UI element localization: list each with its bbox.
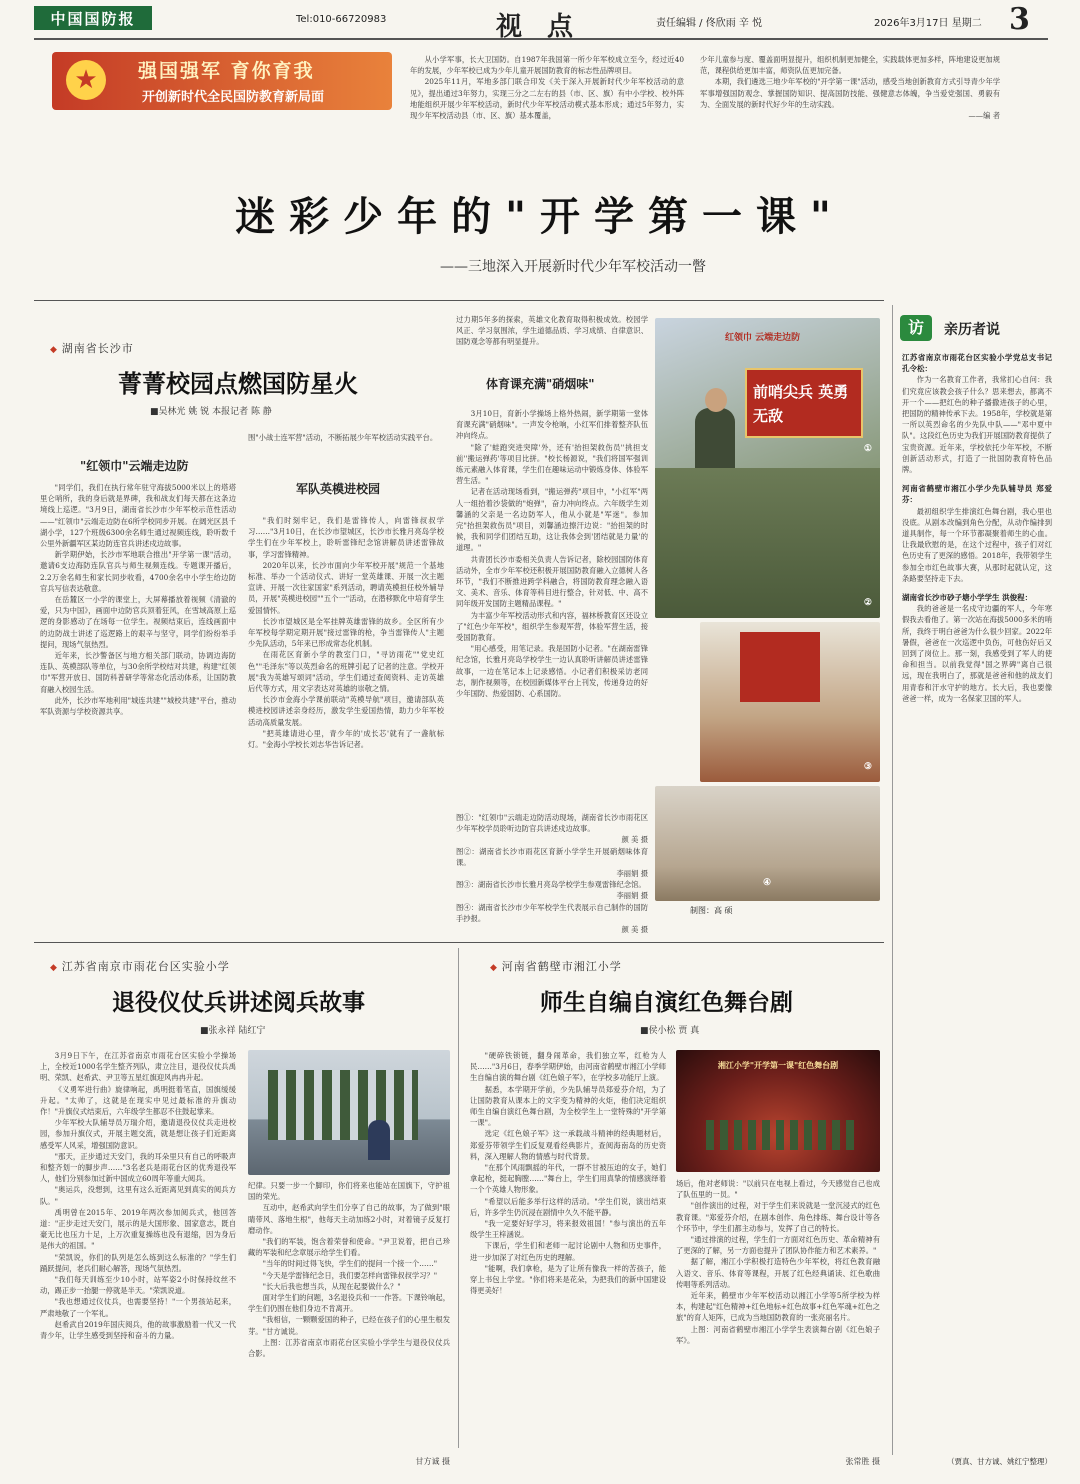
- article-paragraph: 记者在活动现场看到，"搬运弹药"项目中，"小红军"两人一组抬着沙袋做的"炮弹"，奋力冲向终点。六年级学生刘馨涵的父亲是一名边防军人，他从小就是"军迷"。参加完"抬担架救伤员"项目，刘馨涵边擦汗边说："抬担架的时候，我和同学们团结互助，这让我体会到'团结就是力量'的道理。": [456, 487, 648, 553]
- masthead: [34, 2, 1048, 42]
- article-paragraph: 上图：河南省鹤壁市湘江小学学生表演舞台剧《红色娘子军》。: [676, 1324, 880, 1345]
- newspaper-logo: 中国国防报: [34, 6, 152, 30]
- article-paragraph: 少年军校大队辅导员万瑞介绍，邀请退役仪仗兵走进校园，参加升旗仪式，开展主题交流，就是想让孩子们近距离感受军人风采，增强国防意识。: [40, 1118, 236, 1150]
- intro-signature: ——编 者: [968, 111, 1000, 121]
- article-subtitle: "红领巾"云端走边防: [80, 459, 189, 473]
- article-paragraph: 长沙市金海小学课前联动"英模导航"项目，邀请部队英模进校园讲述亲身经历，激发学生爱国热情，助力少年军校活动高质量发展。: [248, 695, 444, 727]
- testimonial-text: 最初组织学生排演红色舞台剧，我心里也没底。从剧本改编到角色分配，从动作编排到道具制作，每一个环节都凝聚着师生的心血。让我最欣慰的是，在这个过程中，孩子们对红色历史有了更深的感悟。2018年，我带领学生参加全市红色故事大赛，从那时起就认定，这条路要坚持走下去。: [902, 506, 1052, 583]
- testimonial-speaker: 河南省鹤壁市湘江小学少先队辅导员 郑爱芬：: [902, 484, 1052, 505]
- article-paragraph: "奥运兵，没想到，这里有这么近距离见到真实的阅兵方队。": [40, 1185, 236, 1206]
- article-paragraph: "在那个风雨飘摇的年代，一群不甘被压迫的女子，她们拿起枪，挺起胸膛……"舞台上，学生们用真挚的情感演绎着一个个英雄人物形象。: [470, 1163, 666, 1195]
- article-paragraph: "通过排演的过程，学生们一方面对红色历史、革命精神有了更深的了解，另一方面也提升了团队协作能力和艺术素养。": [676, 1235, 880, 1256]
- article-paragraph: 面对学生们的问题，3名退役兵和一一作答。下课铃响起，学生们仍围在他们身边不肯离开。: [248, 1293, 450, 1314]
- article-paragraph: 2020年以来，长沙市面向少年军校开展"规范一个基地标准、举办一个活动仪式、讲好一堂英雄课、开展一次主题宣讲、开展一次往家国家"系列活动，聘请英模担任校外辅导员，开展"英模进校园""五个一"活动，在潜移默化中培育学生爱国情怀。: [248, 560, 444, 615]
- dateline: 2026年3月17日 星期二: [874, 18, 982, 29]
- article-paragraph: 纪律。只要一步一个脚印，你们将来也能站在国旗下，守护祖国的荣光。: [248, 1181, 450, 1202]
- article-paragraph: 上图：江苏省南京市雨花台区实验小学学生与退役仪仗兵合影。: [248, 1337, 450, 1359]
- article-paragraph: "我们时刻牢记，我们是雷锋传人，向雷锋叔叔学习……"3月10日，在长沙市望城区，长沙市长雅月亮岛学校学生们在少年军校上，聆听雷锋纪念馆讲解员讲述雷锋故事，学习雷锋精神。: [248, 516, 444, 559]
- photo-honor-guard: [248, 1050, 450, 1175]
- testimonial-text: 我的爸爸是一名戍守边疆的军人，今年寒假我去看他了。第一次站在海拔5000多米的哨所，我终于明白爸爸为什么很少回家。2022年暑假，爸爸在一次巡逻中负伤，可他伤好后又回到了岗位上。那一刻，我感受到了军人的使命和担当。以前我觉得"国之界碑"离自己很远，现在我明白了，那就是爸爸和他的战友们用青春和汗水守护的地方。长大后，我也要像爸爸一样，成为一名保家卫国的军人。: [902, 604, 1052, 703]
- article-paragraph: 在雨花区育新小学的教室门口，"寻访雨花""党史红色""毛泽东"等以英烈命名的班牌引起了记者的注意。学校开展"我为英雄写颂词"活动，学生们通过查阅资料、走访英雄后代等方式，用文字表达对英雄的崇敬之情。: [248, 650, 444, 694]
- article-paragraph: "我一定要好好学习，将来报效祖国！"参与演出的五年级学生王梓涵说。: [470, 1219, 666, 1240]
- article-paragraph: 据悉，本学期开学前，少先队辅导员郑爱芬介绍，为了让国防教育从课本上的文字变为精神的火炬，他们决定组织师生自编自演红色舞台剧，为全校学生上一堂特殊的"开学第一课"。: [470, 1084, 666, 1128]
- article-paragraph: "同学们，我们在执行常年驻守海拔5000米以上的塔塔里仑哨所，我的身后就是界碑，我和战友们每天都在这条边境线上巡逻。"3月9日，湖南省长沙市少年军校示范性活动——"红领巾"云端走边防在6所学校同步开展。在阔光区县千湖小学，127个班级6300余名师生通过视频连线，聆听数千公里外新疆军区某边防连官兵讲述戍边故事。: [40, 483, 236, 549]
- article-paragraph: 3月9日下午，在江苏省南京市雨花台区实验小学操场上，全校近1000名学生整齐列队，肃立注目，退役仪仗兵禹明、荣凯、赵希武、尹卫等五星红旗迎风冉冉升起。: [40, 1051, 236, 1083]
- photo-credit: 颜 美 摄: [621, 835, 648, 845]
- article-paragraph: "除了'蛙跑突进突障'外，还有'抬担架救伤员''挑担支前''搬运弹药'等项目比拼。"校长杨源说，"我们将国军强训练元素融入体育课，学生们在趣味运动中锻炼身体、体验军营生活。": [456, 442, 648, 486]
- testimonial-speaker: 湖南省长沙市砂子塘小学学生 洪俊程：: [902, 593, 1033, 603]
- slogan-sign: [745, 368, 863, 438]
- banner-subtitle: 开创新时代全民国防教育新局面: [142, 90, 325, 105]
- photo-credit: 张常胜 摄: [845, 1457, 880, 1466]
- photo-number: ④: [763, 878, 772, 888]
- exhibit-board: [740, 632, 820, 702]
- slogan-sign-text: 前哨尖兵 英勇无敌: [753, 383, 849, 425]
- article-location: ◆ 江苏省南京市雨花台区实验小学: [50, 958, 230, 974]
- sidebar-header: [900, 315, 1050, 341]
- article-title: 师生自编自演红色舞台剧: [540, 989, 793, 1016]
- article-column: [248, 515, 444, 933]
- photo-caption: 图④：湖南省长沙市少年军校学生代表展示自己制作的国防手抄报。: [456, 902, 648, 923]
- star-icon: ★: [66, 60, 106, 100]
- sidebar-testimonials: [902, 352, 1052, 1442]
- divider: [34, 942, 884, 943]
- photo-caption: 图③：湖南省长沙市长雅月亮岛学校学生参观雷锋纪念馆。: [456, 880, 646, 890]
- article-paragraph: "那天，正步通过天安门，我的耳朵里只有自己的呼吸声和整齐划一的脚步声……"3名老兵是雨花台区的优秀退役军人，他们分别参加过新中国成立60周年等重大阅兵。: [40, 1151, 236, 1184]
- article-paragraph: 据了解，湘江小学积极打造特色少年军校，将红色教育融入语文、音乐、体育等课程，开展了红色经典诵读、红色歌曲传唱等系列活动。: [676, 1257, 880, 1289]
- article-column: [456, 408, 648, 808]
- article-column: [470, 1050, 666, 1450]
- banner-slogan: 强国强军 育你育我: [138, 60, 315, 82]
- article-paragraph: "希望以后能多举行这样的活动。"学生们说，演出结束后，许多学生仍沉浸在剧情中久久不能平静。: [470, 1196, 666, 1217]
- divider: [34, 300, 884, 301]
- article-paragraph: 赵希武自2019年国庆阅兵，他的故事激励着一代又一代青少年，让学生感受到坚持和奋斗的力量。: [40, 1319, 236, 1341]
- article-paragraph: "长大后我也想当兵，从现在起要做什么？": [262, 1281, 401, 1291]
- section-title: 视 点: [496, 12, 582, 42]
- photo-caption: 图①："红领巾"云端走边防活动现场，湖南省长沙市雨花区少年军校学员聆听边防官兵讲述戍边故事。: [456, 813, 648, 834]
- article-paragraph: "今天是学雷锋纪念日，我们要怎样向雷锋叔叔学习？": [262, 1270, 438, 1280]
- article-location: ◆ 河南省鹤壁市湘江小学: [490, 958, 622, 974]
- photo-layout-credit: 制图：高 硕: [690, 906, 733, 915]
- main-subheadline: ——三地深入开展新时代少年军校活动一瞥: [440, 259, 706, 275]
- photo-caption: 图②：湖南省长沙市雨花区育新小学学生开展硝烟味体育课。: [456, 846, 648, 867]
- intro-paragraph: 少年儿童参与度、覆盖面明显提升，组织机制更加健全，实践载体更加多样，阵地建设更加规范，课程供给更加丰富，师资队伍更加完备。: [700, 55, 1000, 76]
- article-paragraph: 近年来，长沙警备区与地方相关部门联动，协调边海防连队、英模部队等单位，与30余所学校结对共建，构建"红领巾"军营开放日、国防科普研学等常态化活动体系，让国防教育融入校园生活。: [40, 651, 236, 694]
- article-column: [40, 482, 236, 932]
- article-paragraph: 下课后，学生们和老师一起讨论剧中人物和历史事件，进一步加深了对红色历史的理解。: [470, 1241, 666, 1262]
- article-paragraph: 场后，他对老师说："以前只在电视上看过，今天感觉自己也成了队伍里的一员。": [676, 1179, 880, 1200]
- article-paragraph: "我们的军装，饱含着荣誉和使命。"尹卫说着，把自己珍藏的军装和纪念章展示给学生们看。: [248, 1237, 450, 1258]
- article-column: [248, 432, 444, 443]
- sidebar-badge-icon: 访: [900, 315, 932, 341]
- article-paragraph: 长沙市望城区是全军挂牌英雄雷锋的故乡。全区所有少年军校每学期定期开展"接过雷锋的枪，争当雷锋传人"主题少先队活动，5年来已形成常态化机制。: [248, 616, 444, 649]
- stage-banner: 湘江小学"开学第一课"红色舞台剧: [717, 1060, 839, 1070]
- photo-credit: 李丽娟 摄: [616, 869, 648, 879]
- article-paragraph: "荣凯说，你们的队列是怎么练到这么标准的？"学生们踊跃提问，老兵们耐心解答，现场气氛热烈。: [40, 1252, 236, 1273]
- sidebar-credit: （贾真、甘方诚、姚红宁整理）: [947, 1457, 1052, 1466]
- article-subtitle: 军队英模进校园: [296, 482, 381, 496]
- article-paragraph: 近年来，鹤壁市少年军校活动以湘江小学等5所学校为样本，构建起"红色精神+红色地标+红色故事+红色军魂+红色之旅"的育人矩阵，已成为当地国防教育的一张亮丽名片。: [676, 1291, 880, 1323]
- article-paragraph: 在岳麓区一小学的课堂上，大屏幕播放着视频《清澈的爱，只为中国》，画面中边防官兵顶着狂风，在雪域高原上巡逻的身影感动了在场每一位学生。视频结束后，连线画面中的边防战士讲述了巡逻路上的艰辛与坚守，同学们纷纷举手提问，现场气氛热烈。: [40, 595, 236, 649]
- photo-captions: [456, 812, 648, 935]
- article-paragraph: 禹明曾在2015年、2019年两次参加阅兵式，他回答道："正步走过天安门，展示的是大国形象、国家意志，既自豪无比也压力十足，上万次重复操练也没有退缩，因为身后是伟大的祖国。": [40, 1207, 236, 1251]
- article-paragraph: 新学期伊始，长沙市军地联合推出"开学第一课"活动，邀请6支边海防连队官兵与师生视频连线。专题课开播后，2.2万余名师生和家长同步收看，4700余名中小学生给边防官兵写信表达敬意。: [40, 550, 236, 593]
- article-column: [248, 1180, 450, 1442]
- performers: [706, 1120, 856, 1150]
- article-paragraph: 为丰富少年军校活动形式和内容，福林桥教育区还设立了"红色少年军校"，组织学生参观军营，体验军营生活，接受国防教育。: [456, 610, 648, 643]
- article-column: [456, 314, 648, 348]
- intro-paragraph: 本期，我们遴选三地少年军校的"开学第一课"活动，感受当地创新教育方式引导青少年学军事增强国防观念、掌握国防知识、提高国防技能、强健意志体魄，争当爱党强国、勇毅有为、全面发展的新时代好少年的生动实践。: [700, 77, 1000, 109]
- column-divider: [458, 948, 459, 1448]
- photo-number: ①: [863, 444, 872, 454]
- testimonial-speaker: 江苏省南京市雨花台区实验小学党总支书记 孔令松：: [902, 353, 1052, 374]
- article-subtitle: 体育课充满"硝烟味": [486, 377, 595, 391]
- article-paragraph: "当年的时间过得飞快，学生们的提问一个接一个……": [262, 1259, 438, 1269]
- article-paragraph: 过力期5年多的探索，英雄文化教育取得积极成效。校园学风正、学习氛围浓，学生道德品质、学习成绩、自律意识、国防观念等都有明显提升。: [456, 315, 648, 347]
- article-title: 菁菁校园点燃国防星火: [118, 369, 358, 398]
- article-paragraph: "硬碎铁锁链，翻身闹革命，我们独立军，红枪为人民……"3月6日，春季学期伊始，由河南省鹤壁市湘江小学师生自编自演的舞台剧《红色娘子军》，在学校多功能厅上演。: [470, 1051, 666, 1083]
- intro-paragraph: 2025年11月，军地多部门联合印发《关于深入开展新时代少年军校活动的意见》，提出通过3年努力，实现三分之二左右的县（市、区、旗）有中小学校、校外阵地能组织开展少年军校活动，新时代少年军校活动模式基本形成；通过5年努力，实现少年军校活动县（市、区、旗）基本覆盖，: [410, 77, 684, 121]
- photo-banner-text: 红领巾 云端走边防: [725, 333, 801, 343]
- guard-formation: [268, 1070, 418, 1140]
- photo-credit: 甘方诚 摄: [415, 1457, 450, 1466]
- intro-paragraph: 从小学军事，长大卫国防。自1987年我国第一所少年军校成立至今，经过近40年的发展，少年军校已成为少年儿童开展国防教育的标志性品牌项目。: [410, 55, 684, 76]
- article-paragraph: 《义勇军进行曲》旋律响起，禹明挺着笔直，国旗缓缓升起。"太帅了，这就是在现实中见过最标准的升旗动作！"升旗仪式结束后，六年级学生都忍不住鼓起掌来。: [40, 1084, 236, 1117]
- photo-credit: 李丽娟 摄: [616, 891, 648, 901]
- editor-intro-right: [700, 54, 1000, 121]
- editor-intro-left: [410, 54, 684, 121]
- main-headline: 迷彩少年的"开学第一课": [235, 193, 845, 240]
- article-byline: ■侯小松 贾 真: [640, 1026, 700, 1036]
- photo-number: ③: [863, 762, 872, 772]
- article-location: ◆ 湖南省长沙市: [50, 340, 134, 356]
- telephone: Tel:010-66720983: [296, 14, 387, 25]
- article-paragraph: "我们每天训练至少10小时，站军姿2小时保持纹丝不动，踢正步一抬腿一停就是半天。"荣凯说道。: [40, 1275, 236, 1296]
- testimonial-text: 作为一名教育工作者，我常扪心自问：我们究竟应该教会孩子什么？思来想去，都离不开一个——把红色的种子播撒进孩子的心里，把国防的精神传承下去。1958年，学校就是第一所以英烈命名的少先队中队——"邓中夏中队"。这段红色历史为我们开展国防教育提供了宝贵资源。近年来，学校依托少年军校，不断创新活动形式，打造了一批国防教育特色品牌。: [902, 375, 1052, 475]
- article-byline: ■吴林光 姚 锐 本报记者 陈 静: [150, 407, 272, 417]
- article-paragraph: "能啊，我们拿枪，是为了让所有像我一样的苦孩子，能穿上书包上学堂。"你们将来是花朵，为把我们的新中国建设得更美好！: [470, 1263, 666, 1296]
- sidebar-divider: [892, 305, 893, 1455]
- article-paragraph: "用心感受，用笔记录。我是国防小记者。"在湖南雷锋纪念馆，长雅月亮岛学校学生一边认真聆听讲解员讲述雷锋故事，一边在笔记本上记录感悟。小记者们积极采访老同志，制作视频等，在校园新媒体平台上刊发，传递身边的好少年国防、热爱国防、心系国防。: [456, 644, 648, 699]
- editors: 责任编辑 / 佟欣雨 辛 悦: [656, 18, 763, 29]
- photo-handmade-posters: [655, 786, 880, 901]
- page-number: 3: [1009, 2, 1030, 37]
- photo-number: ②: [863, 598, 872, 608]
- article-column: [40, 1050, 236, 1450]
- article-paragraph: 选定《红色娘子军》这一承载战斗精神的经典题材后，郑爱芬带领学生们反复观看经典影片，查阅海南岛的历史资料，深入理解人物的情感与时代背景。: [470, 1129, 666, 1161]
- article-paragraph: 3月10日，育新小学操场上格外热闹，新学期第一堂体育课充满"硝烟味"。一声发令枪响，小红军们排着整齐队伍冲向终点。: [456, 409, 648, 441]
- photo-museum-visit: [700, 622, 880, 782]
- training-scene: [655, 468, 880, 618]
- article-byline: ■张永祥 陆红宁: [200, 1026, 266, 1036]
- article-column: [676, 1178, 880, 1440]
- article-paragraph: "创作演出的过程，对于学生们来说就是一堂沉浸式的红色教育课。"郑爱芬介绍，在剧本创作、角色排练、舞台设计等各个环节中，学生们都主动参与，发挥了自己的特长。: [676, 1201, 880, 1233]
- article-paragraph: "把英雄请进心里，青少年的'成长芯'就有了一盏航标灯。"金海小学校长刘志华告诉记者。: [248, 728, 444, 750]
- article-paragraph: "我相信，一颗颗爱国的种子，已经在孩子们的心里生根发芽。"甘方诚说。: [248, 1315, 450, 1336]
- article-paragraph: 围"小战士连军营"活动，不断拓展少年军校活动实践平台。: [248, 433, 438, 442]
- article-paragraph: 互动中，赵希武向学生们分享了自己的故事，为了做到"眼睛带风、落地生根"，他每天主动加练2小时，对着镜子反复打磨动作。: [248, 1203, 450, 1235]
- article-paragraph: 此外，长沙市军地利用"城连共建""城校共建"平台，推动军队资源与学校资源共享。: [40, 695, 236, 717]
- article-title: 退役仪仗兵讲述阅兵故事: [112, 989, 365, 1016]
- article-paragraph: "我也想通过仪仗兵，也需要坚持！"一个男孩站起来，严肃地敬了一个军礼。: [40, 1297, 236, 1318]
- sidebar-heading: 亲历者说: [944, 322, 1000, 338]
- article-paragraph: 共青团长沙市委相关负责人告诉记者，除校园国防体育活动外，全市少年军校还积极开展国防教育融入立德树人各环节，"我们不断推进跨学科融合，将国防教育理念融入语文、美术、音乐、体育等科目进行整合，针对低、中、高不同年级开发国防主题精品课程。": [456, 554, 648, 609]
- photo-stage-play: [676, 1050, 880, 1172]
- campaign-banner: [52, 52, 392, 110]
- soldier-head: [705, 388, 727, 412]
- photo-credit: 颜 美 摄: [621, 925, 648, 935]
- student-figure: [368, 1120, 390, 1160]
- photo-border-post: [655, 318, 880, 618]
